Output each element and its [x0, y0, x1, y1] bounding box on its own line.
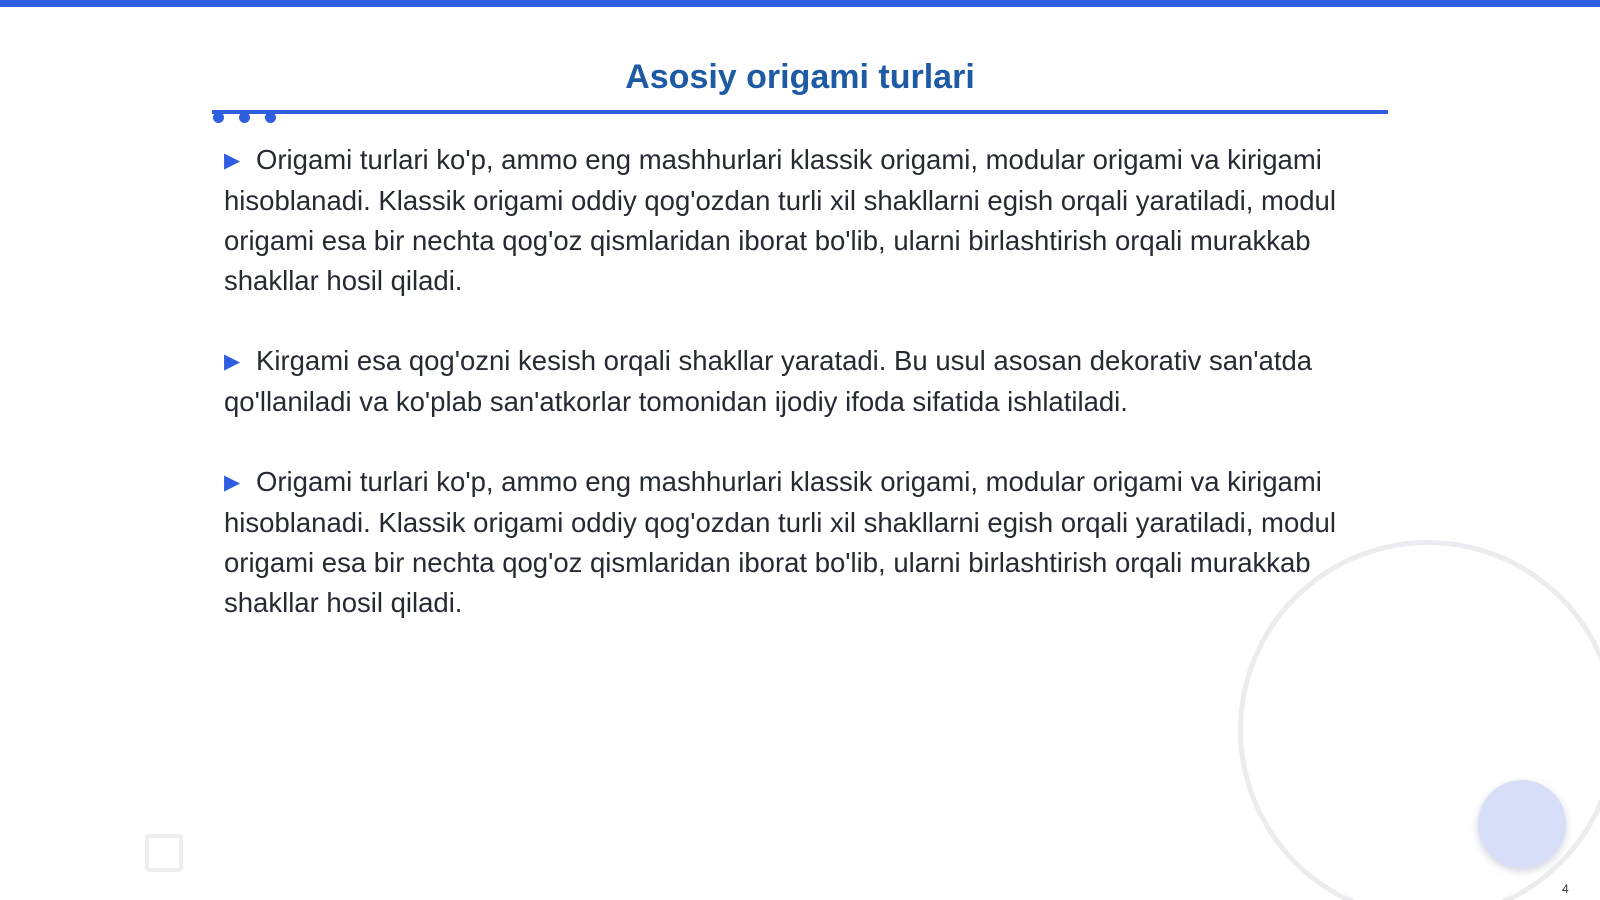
- paragraph-text: Origami turlari ko'p, ammo eng mashhurlari klassik origami, modular origami va kirigami hisoblanadi. Klassik origami oddiy qog'ozdan turli xil shakllarni egish orqali yaratiladi, modul origami esa bir nechta qog'oz qismlaridan iborat bo'lib, ularni birlashtirish orqali murakkab shakllar hosil qiladi.: [224, 144, 1336, 296]
- paragraph-text: Origami turlari ko'p, ammo eng mashhurlari klassik origami, modular origami va kirigami hisoblanadi. Klassik origami oddiy qog'ozdan turli xil shakllarni egish orqali yaratiladi, modul origami esa bir nechta qog'oz qismlaridan iborat bo'lib, ularni birlashtirish orqali murakkab shakllar hosil qiladi.: [224, 466, 1336, 618]
- decorative-circle: [1478, 780, 1566, 868]
- bullet-paragraph-2: [224, 341, 1374, 422]
- bullet-paragraph-3: [224, 462, 1374, 623]
- bullet-paragraph-1: [224, 140, 1374, 301]
- title-underline: [212, 110, 1388, 114]
- paragraph-text: Kirgami esa qog'ozni kesish orqali shakllar yaratadi. Bu usul asosan dekorativ san'atda qo'llaniladi va ko'plab san'atkorlar tomonidan ijodiy ifoda sifatida ishlatiladi.: [224, 345, 1313, 417]
- decorative-dot: [239, 112, 250, 123]
- slide-body: [224, 140, 1374, 663]
- triangle-right-icon: ▶: [224, 149, 241, 172]
- decorative-square: [145, 834, 183, 872]
- triangle-right-icon: ▶: [224, 350, 241, 373]
- slide-title: Asosiy origami turlari: [625, 58, 975, 96]
- triangle-right-icon: ▶: [224, 471, 241, 494]
- page-number: 4: [1562, 882, 1569, 896]
- top-accent-bar: [0, 0, 1600, 7]
- decorative-dot: [265, 112, 276, 123]
- decorative-dot: [213, 112, 224, 123]
